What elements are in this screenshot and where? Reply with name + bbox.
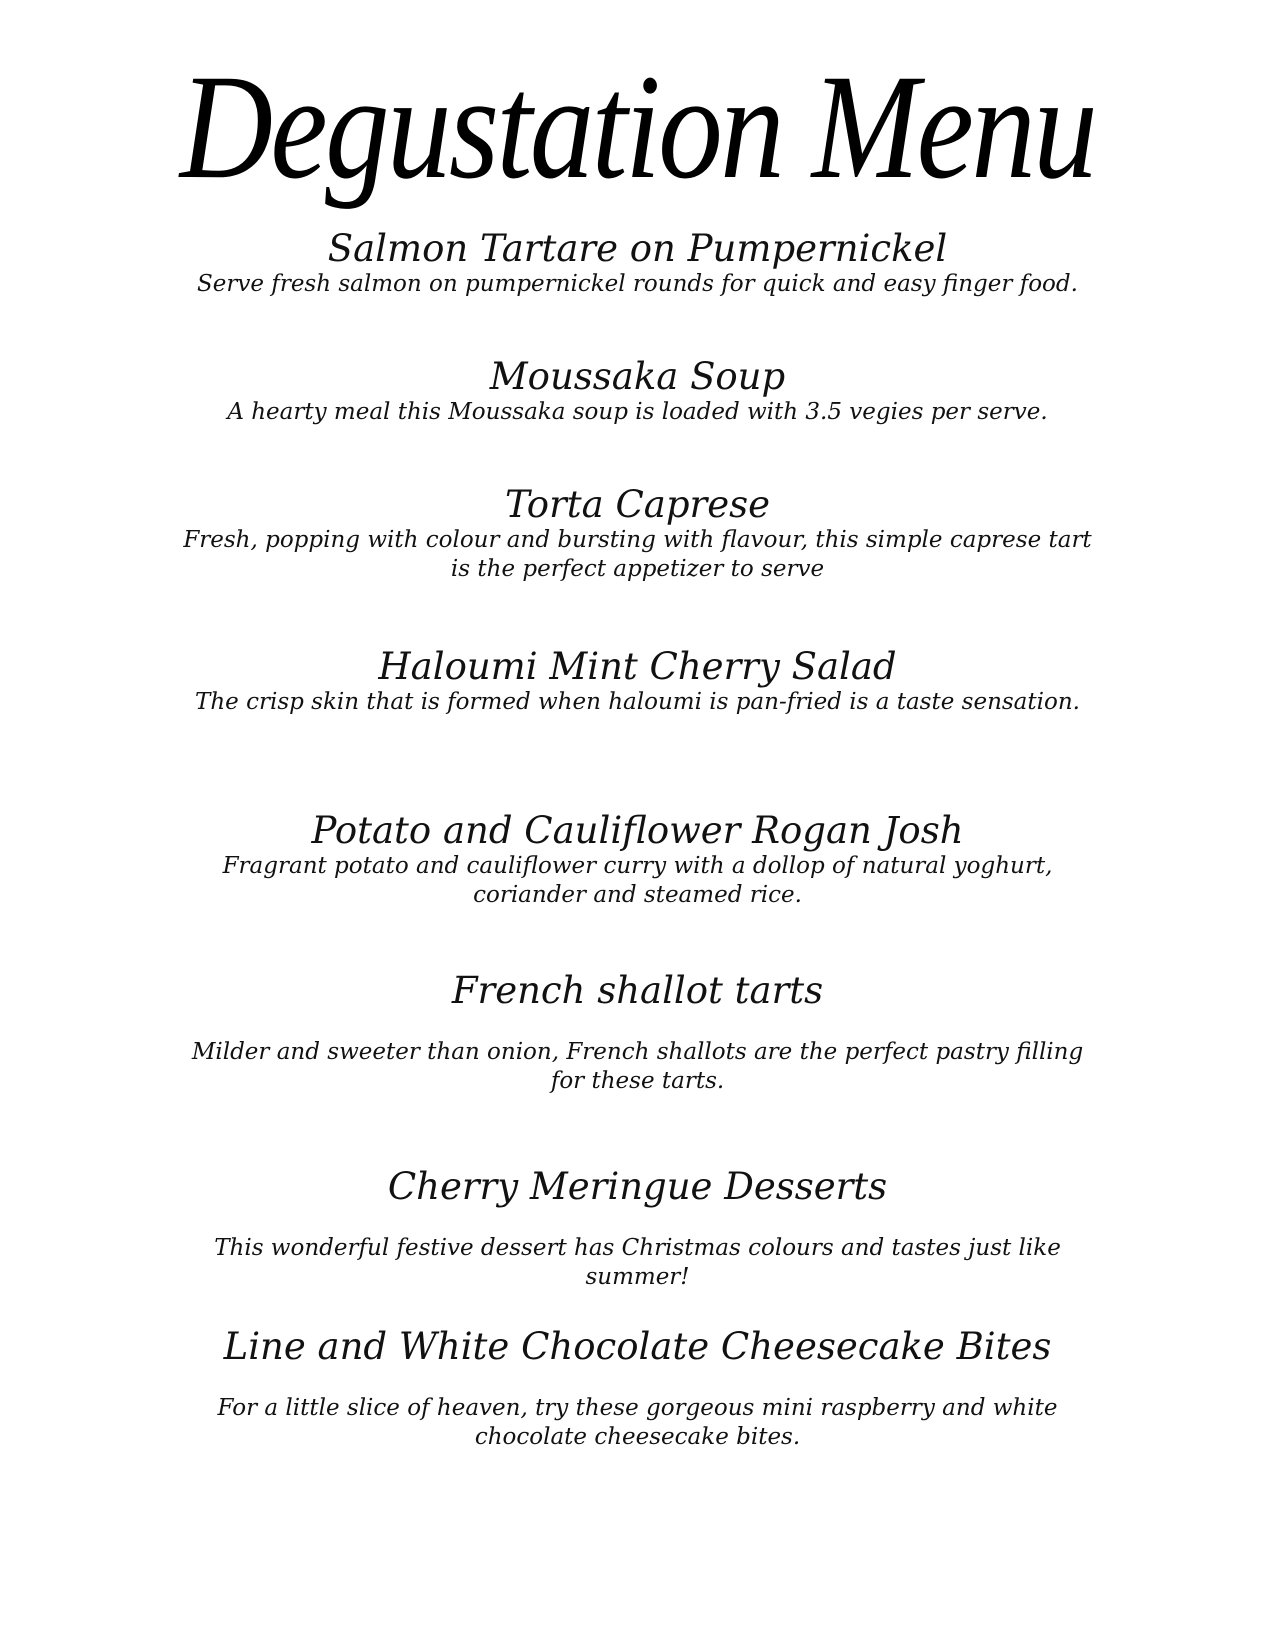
dish-description: The crisp skin that is formed when haloumi is pan-fried is a taste sensation.	[195, 689, 1080, 715]
dish-description: Fresh, popping with colour and bursting with flavour, this simple caprese tart is the perfect appetizer to serve	[183, 527, 1092, 582]
menu-item	[180, 1166, 1095, 1292]
dish-description: A hearty meal this Moussaka soup is loaded with 3.5 vegies per serve.	[227, 399, 1048, 425]
menu-item	[180, 646, 1095, 717]
dish-description: Milder and sweeter than onion, French shallots are the perfect pastry filling for these tarts.	[191, 1039, 1084, 1094]
page-title: Degustation Menu	[179, 44, 1096, 210]
menu-item	[180, 1326, 1095, 1452]
menu-item	[180, 228, 1095, 299]
dish-name: Moussaka Soup	[489, 355, 786, 398]
menu-item	[180, 970, 1095, 1096]
menu-item	[180, 810, 1095, 910]
dish-name: Potato and Cauliflower Rogan Josh	[311, 809, 964, 852]
dish-description: Serve fresh salmon on pumpernickel rounds for quick and easy finger food.	[197, 271, 1078, 297]
menu-item	[180, 484, 1095, 584]
dish-description: For a little slice of heaven, try these gorgeous mini raspberry and white chocolate cheesecake bites.	[217, 1395, 1058, 1450]
dish-name: Cherry Meringue Desserts	[387, 1165, 888, 1208]
dish-name: Line and White Chocolate Cheesecake Bites	[223, 1325, 1052, 1368]
dish-name: Salmon Tartare on Pumpernickel	[327, 227, 948, 270]
dish-name: Haloumi Mint Cherry Salad	[378, 645, 897, 688]
dish-name: French shallot tarts	[451, 969, 824, 1012]
dish-description: Fragrant potato and cauliflower curry with a dollop of natural yoghurt, coriander and steamed rice.	[222, 853, 1053, 908]
dish-name: Torta Caprese	[505, 483, 770, 526]
menu-item	[180, 356, 1095, 427]
dish-description: This wonderful festive dessert has Christmas colours and tastes just like summer!	[214, 1235, 1061, 1290]
